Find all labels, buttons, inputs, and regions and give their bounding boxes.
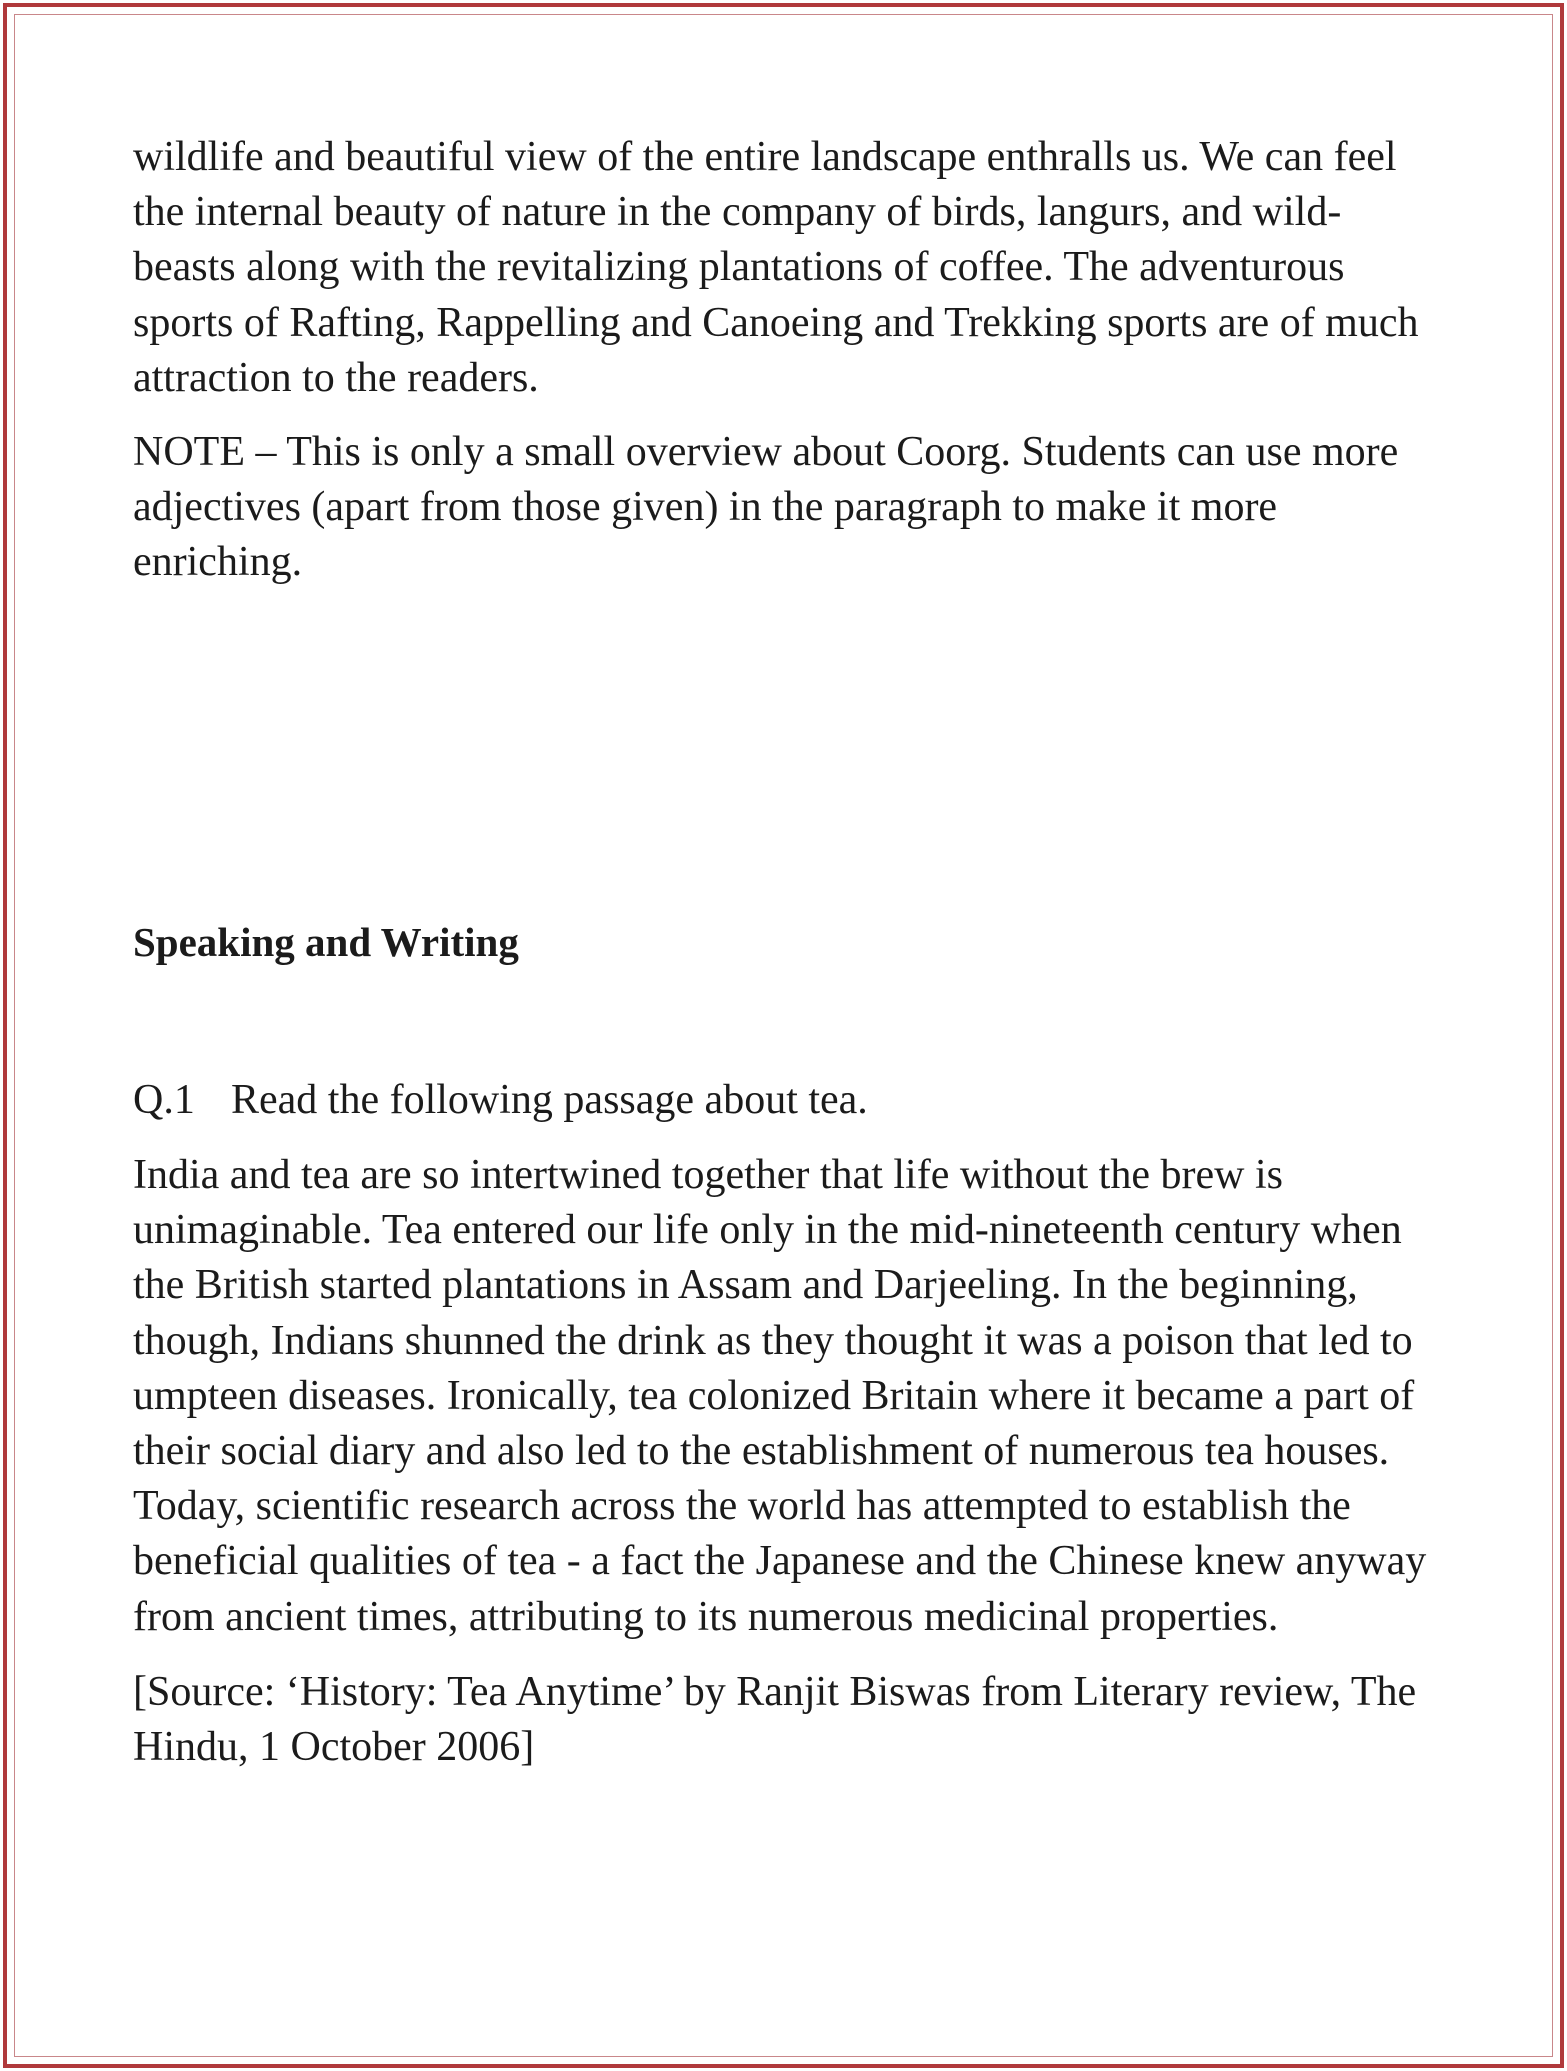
question-text: Read the following passage about tea. <box>231 1076 868 1123</box>
source-citation: [Source: ‘History: Tea Anytime’ by Ranjit Biswas from Literary review, The Hindu, 1 October 2006] <box>133 1668 1417 1771</box>
section-heading: Speaking and Writing <box>133 918 519 965</box>
coorg-paragraph: wildlife and beautiful view of the entire landscape enthralls us. We can feel the internal beauty of nature in the company of birds, langurs, and wild-beasts along with the revitalizing plantations of coffee. The adventurous sports of Rafting, Rappelling and Canoeing and Trekking sports are of much attraction to the readers. <box>133 134 1419 401</box>
question-line <box>133 1073 1443 1128</box>
document-page <box>133 130 1443 1775</box>
tea-passage: India and tea are so intertwined together that life without the brew is unimaginable. Tea entered our life only in the mid-nineteenth century when the British started plantations in Assam and Darjeeling. In the beginning, though, Indians shunned the drink as they thought it was a poison that led to umpteen diseases. Ironically, tea colonized Britain where it became a part of their social diary and also led to the establishment of numerous tea houses. Today, scientific research across the world has attempted to establish the beneficial qualities of tea - a fact the Japanese and the Chinese knew anyway from ancient times, attributing to its numerous medicinal properties. <box>133 1152 1427 1640</box>
question-number: Q.1 <box>133 1076 195 1123</box>
note-paragraph: NOTE – This is only a small overview about Coorg. Students can use more adjectives (apart from those given) in the paragraph to make it more enriching. <box>133 429 1399 586</box>
